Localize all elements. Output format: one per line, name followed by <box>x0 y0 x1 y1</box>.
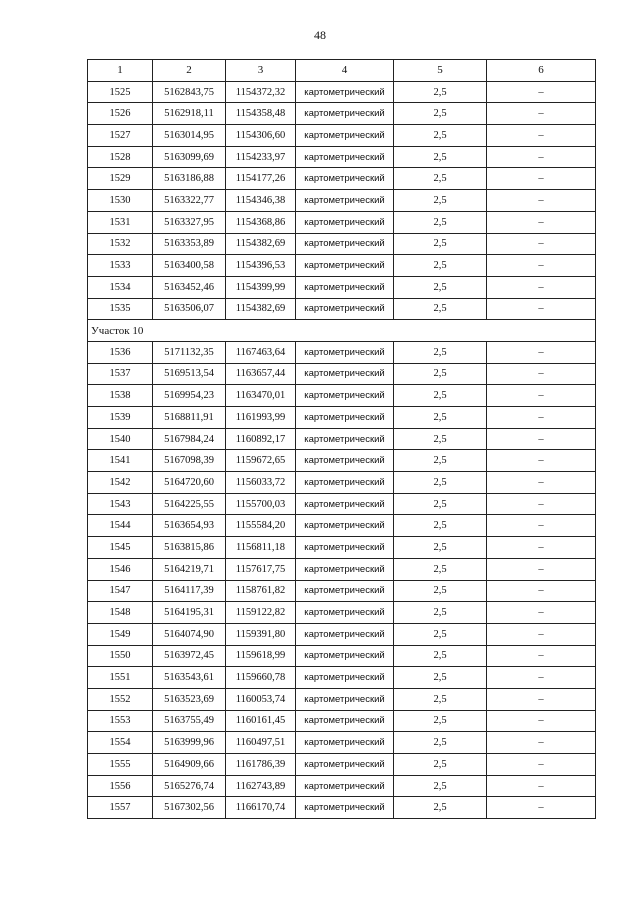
note-cell: – <box>487 211 596 233</box>
y-coordinate-cell: 1160053,74 <box>226 688 296 710</box>
y-coordinate-cell: 1159660,78 <box>226 667 296 689</box>
table-row <box>88 732 596 754</box>
y-coordinate-cell: 1163470,01 <box>226 385 296 407</box>
accuracy-cell: 2,5 <box>394 233 487 255</box>
accuracy-cell: 2,5 <box>394 81 487 103</box>
point-number-cell: 1529 <box>88 168 153 190</box>
note-cell: – <box>487 537 596 559</box>
note-cell: – <box>487 428 596 450</box>
accuracy-cell: 2,5 <box>394 797 487 819</box>
column-header: 5 <box>394 60 487 82</box>
table-row <box>88 537 596 559</box>
table-row <box>88 754 596 776</box>
method-cell: картометрический <box>296 515 394 537</box>
note-cell: – <box>487 775 596 797</box>
table-row <box>88 190 596 212</box>
note-cell: – <box>487 407 596 429</box>
x-coordinate-cell: 5163186,88 <box>153 168 226 190</box>
point-number-cell: 1530 <box>88 190 153 212</box>
method-cell: картометрический <box>296 623 394 645</box>
point-number-cell: 1534 <box>88 276 153 298</box>
point-number-cell: 1526 <box>88 103 153 125</box>
table-row <box>88 710 596 732</box>
point-number-cell: 1540 <box>88 428 153 450</box>
x-coordinate-cell: 5169954,23 <box>153 385 226 407</box>
y-coordinate-cell: 1160892,17 <box>226 428 296 450</box>
method-cell: картометрический <box>296 472 394 494</box>
x-coordinate-cell: 5164720,60 <box>153 472 226 494</box>
method-cell: картометрический <box>296 558 394 580</box>
y-coordinate-cell: 1161786,39 <box>226 754 296 776</box>
note-cell: – <box>487 276 596 298</box>
accuracy-cell: 2,5 <box>394 515 487 537</box>
accuracy-cell: 2,5 <box>394 298 487 320</box>
note-cell: – <box>487 667 596 689</box>
method-cell: картометрический <box>296 385 394 407</box>
accuracy-cell: 2,5 <box>394 537 487 559</box>
y-coordinate-cell: 1163657,44 <box>226 363 296 385</box>
accuracy-cell: 2,5 <box>394 428 487 450</box>
y-coordinate-cell: 1154382,69 <box>226 233 296 255</box>
column-header: 6 <box>487 60 596 82</box>
point-number-cell: 1554 <box>88 732 153 754</box>
accuracy-cell: 2,5 <box>394 363 487 385</box>
x-coordinate-cell: 5163353,89 <box>153 233 226 255</box>
note-cell: – <box>487 125 596 147</box>
table-header-row <box>88 60 596 82</box>
note-cell: – <box>487 797 596 819</box>
table-row <box>88 276 596 298</box>
method-cell: картометрический <box>296 537 394 559</box>
point-number-cell: 1533 <box>88 255 153 277</box>
accuracy-cell: 2,5 <box>394 754 487 776</box>
y-coordinate-cell: 1155584,20 <box>226 515 296 537</box>
point-number-cell: 1553 <box>88 710 153 732</box>
method-cell: картометрический <box>296 580 394 602</box>
method-cell: картометрический <box>296 688 394 710</box>
note-cell: – <box>487 363 596 385</box>
accuracy-cell: 2,5 <box>394 385 487 407</box>
accuracy-cell: 2,5 <box>394 580 487 602</box>
method-cell: картометрический <box>296 103 394 125</box>
note-cell: – <box>487 688 596 710</box>
table-row <box>88 255 596 277</box>
y-coordinate-cell: 1160161,45 <box>226 710 296 732</box>
x-coordinate-cell: 5163099,69 <box>153 146 226 168</box>
x-coordinate-cell: 5171132,35 <box>153 341 226 363</box>
point-number-cell: 1527 <box>88 125 153 147</box>
accuracy-cell: 2,5 <box>394 710 487 732</box>
y-coordinate-cell: 1154399,99 <box>226 276 296 298</box>
x-coordinate-cell: 5163755,49 <box>153 710 226 732</box>
method-cell: картометрический <box>296 732 394 754</box>
x-coordinate-cell: 5163972,45 <box>153 645 226 667</box>
y-coordinate-cell: 1154372,32 <box>226 81 296 103</box>
point-number-cell: 1551 <box>88 667 153 689</box>
x-coordinate-cell: 5162843,75 <box>153 81 226 103</box>
note-cell: – <box>487 450 596 472</box>
x-coordinate-cell: 5169513,54 <box>153 363 226 385</box>
y-coordinate-cell: 1159391,80 <box>226 623 296 645</box>
note-cell: – <box>487 580 596 602</box>
note-cell: – <box>487 341 596 363</box>
table-row <box>88 493 596 515</box>
table-row <box>88 688 596 710</box>
point-number-cell: 1544 <box>88 515 153 537</box>
note-cell: – <box>487 515 596 537</box>
point-number-cell: 1552 <box>88 688 153 710</box>
y-coordinate-cell: 1154358,48 <box>226 103 296 125</box>
x-coordinate-cell: 5164225,55 <box>153 493 226 515</box>
x-coordinate-cell: 5163322,77 <box>153 190 226 212</box>
table-row <box>88 363 596 385</box>
y-coordinate-cell: 1155700,03 <box>226 493 296 515</box>
accuracy-cell: 2,5 <box>394 103 487 125</box>
y-coordinate-cell: 1159672,65 <box>226 450 296 472</box>
point-number-cell: 1556 <box>88 775 153 797</box>
table-row <box>88 515 596 537</box>
accuracy-cell: 2,5 <box>394 623 487 645</box>
point-number-cell: 1525 <box>88 81 153 103</box>
note-cell: – <box>487 103 596 125</box>
method-cell: картометрический <box>296 407 394 429</box>
method-cell: картометрический <box>296 190 394 212</box>
accuracy-cell: 2,5 <box>394 775 487 797</box>
y-coordinate-cell: 1154382,69 <box>226 298 296 320</box>
method-cell: картометрический <box>296 125 394 147</box>
accuracy-cell: 2,5 <box>394 602 487 624</box>
table-row <box>88 146 596 168</box>
method-cell: картометрический <box>296 450 394 472</box>
y-coordinate-cell: 1156033,72 <box>226 472 296 494</box>
y-coordinate-cell: 1157617,75 <box>226 558 296 580</box>
note-cell: – <box>487 233 596 255</box>
table-row <box>88 81 596 103</box>
table-row <box>88 428 596 450</box>
y-coordinate-cell: 1156811,18 <box>226 537 296 559</box>
accuracy-cell: 2,5 <box>394 168 487 190</box>
y-coordinate-cell: 1154368,86 <box>226 211 296 233</box>
table-row <box>88 168 596 190</box>
method-cell: картометрический <box>296 341 394 363</box>
y-coordinate-cell: 1154396,53 <box>226 255 296 277</box>
table-row <box>88 407 596 429</box>
table-row <box>88 450 596 472</box>
y-coordinate-cell: 1162743,89 <box>226 775 296 797</box>
y-coordinate-cell: 1160497,51 <box>226 732 296 754</box>
accuracy-cell: 2,5 <box>394 125 487 147</box>
method-cell: картометрический <box>296 667 394 689</box>
point-number-cell: 1542 <box>88 472 153 494</box>
x-coordinate-cell: 5164074,90 <box>153 623 226 645</box>
column-header: 4 <box>296 60 394 82</box>
table-row <box>88 667 596 689</box>
table-row <box>88 580 596 602</box>
y-coordinate-cell: 1158761,82 <box>226 580 296 602</box>
x-coordinate-cell: 5165276,74 <box>153 775 226 797</box>
point-number-cell: 1546 <box>88 558 153 580</box>
y-coordinate-cell: 1154233,97 <box>226 146 296 168</box>
table-row <box>88 645 596 667</box>
point-number-cell: 1549 <box>88 623 153 645</box>
table-row <box>88 103 596 125</box>
method-cell: картометрический <box>296 233 394 255</box>
accuracy-cell: 2,5 <box>394 558 487 580</box>
point-number-cell: 1535 <box>88 298 153 320</box>
note-cell: – <box>487 645 596 667</box>
note-cell: – <box>487 81 596 103</box>
accuracy-cell: 2,5 <box>394 341 487 363</box>
point-number-cell: 1557 <box>88 797 153 819</box>
accuracy-cell: 2,5 <box>394 450 487 472</box>
method-cell: картометрический <box>296 602 394 624</box>
note-cell: – <box>487 558 596 580</box>
page-number: 48 <box>314 28 326 42</box>
accuracy-cell: 2,5 <box>394 688 487 710</box>
x-coordinate-cell: 5163452,46 <box>153 276 226 298</box>
x-coordinate-cell: 5164117,39 <box>153 580 226 602</box>
x-coordinate-cell: 5167302,56 <box>153 797 226 819</box>
y-coordinate-cell: 1159618,99 <box>226 645 296 667</box>
coordinates-table <box>87 59 596 819</box>
point-number-cell: 1541 <box>88 450 153 472</box>
x-coordinate-cell: 5163654,93 <box>153 515 226 537</box>
table-row <box>88 298 596 320</box>
point-number-cell: 1550 <box>88 645 153 667</box>
note-cell: – <box>487 385 596 407</box>
note-cell: – <box>487 710 596 732</box>
method-cell: картометрический <box>296 710 394 732</box>
point-number-cell: 1555 <box>88 754 153 776</box>
column-header: 3 <box>226 60 296 82</box>
x-coordinate-cell: 5163400,58 <box>153 255 226 277</box>
column-header: 1 <box>88 60 153 82</box>
accuracy-cell: 2,5 <box>394 276 487 298</box>
method-cell: картометрический <box>296 276 394 298</box>
table-row <box>88 341 596 363</box>
note-cell: – <box>487 493 596 515</box>
x-coordinate-cell: 5163999,96 <box>153 732 226 754</box>
y-coordinate-cell: 1159122,82 <box>226 602 296 624</box>
section-row <box>88 320 596 342</box>
note-cell: – <box>487 255 596 277</box>
x-coordinate-cell: 5163506,07 <box>153 298 226 320</box>
point-number-cell: 1543 <box>88 493 153 515</box>
x-coordinate-cell: 5163014,95 <box>153 125 226 147</box>
point-number-cell: 1539 <box>88 407 153 429</box>
accuracy-cell: 2,5 <box>394 493 487 515</box>
note-cell: – <box>487 732 596 754</box>
table-row <box>88 385 596 407</box>
y-coordinate-cell: 1154177,26 <box>226 168 296 190</box>
x-coordinate-cell: 5164195,31 <box>153 602 226 624</box>
accuracy-cell: 2,5 <box>394 190 487 212</box>
table-row <box>88 233 596 255</box>
note-cell: – <box>487 168 596 190</box>
accuracy-cell: 2,5 <box>394 146 487 168</box>
point-number-cell: 1528 <box>88 146 153 168</box>
point-number-cell: 1537 <box>88 363 153 385</box>
x-coordinate-cell: 5162918,11 <box>153 103 226 125</box>
accuracy-cell: 2,5 <box>394 211 487 233</box>
x-coordinate-cell: 5163543,61 <box>153 667 226 689</box>
method-cell: картометрический <box>296 428 394 450</box>
point-number-cell: 1532 <box>88 233 153 255</box>
table-row <box>88 775 596 797</box>
point-number-cell: 1547 <box>88 580 153 602</box>
note-cell: – <box>487 472 596 494</box>
x-coordinate-cell: 5167984,24 <box>153 428 226 450</box>
table-row <box>88 623 596 645</box>
accuracy-cell: 2,5 <box>394 472 487 494</box>
point-number-cell: 1538 <box>88 385 153 407</box>
table-row <box>88 558 596 580</box>
method-cell: картометрический <box>296 775 394 797</box>
method-cell: картометрический <box>296 645 394 667</box>
y-coordinate-cell: 1154346,38 <box>226 190 296 212</box>
table-row <box>88 472 596 494</box>
method-cell: картометрический <box>296 754 394 776</box>
table-row <box>88 797 596 819</box>
method-cell: картометрический <box>296 255 394 277</box>
table-body <box>88 81 596 818</box>
accuracy-cell: 2,5 <box>394 255 487 277</box>
method-cell: картометрический <box>296 797 394 819</box>
method-cell: картометрический <box>296 298 394 320</box>
y-coordinate-cell: 1166170,74 <box>226 797 296 819</box>
note-cell: – <box>487 298 596 320</box>
section-title: Участок 10 <box>88 320 596 342</box>
method-cell: картометрический <box>296 81 394 103</box>
accuracy-cell: 2,5 <box>394 667 487 689</box>
x-coordinate-cell: 5164909,66 <box>153 754 226 776</box>
x-coordinate-cell: 5163327,95 <box>153 211 226 233</box>
accuracy-cell: 2,5 <box>394 407 487 429</box>
x-coordinate-cell: 5164219,71 <box>153 558 226 580</box>
y-coordinate-cell: 1154306,60 <box>226 125 296 147</box>
x-coordinate-cell: 5163523,69 <box>153 688 226 710</box>
point-number-cell: 1548 <box>88 602 153 624</box>
column-header: 2 <box>153 60 226 82</box>
y-coordinate-cell: 1167463,64 <box>226 341 296 363</box>
table-row <box>88 602 596 624</box>
accuracy-cell: 2,5 <box>394 645 487 667</box>
note-cell: – <box>487 190 596 212</box>
x-coordinate-cell: 5167098,39 <box>153 450 226 472</box>
method-cell: картометрический <box>296 363 394 385</box>
table-row <box>88 211 596 233</box>
note-cell: – <box>487 623 596 645</box>
point-number-cell: 1531 <box>88 211 153 233</box>
note-cell: – <box>487 146 596 168</box>
method-cell: картометрический <box>296 168 394 190</box>
table-row <box>88 125 596 147</box>
x-coordinate-cell: 5168811,91 <box>153 407 226 429</box>
point-number-cell: 1536 <box>88 341 153 363</box>
method-cell: картометрический <box>296 493 394 515</box>
method-cell: картометрический <box>296 146 394 168</box>
y-coordinate-cell: 1161993,99 <box>226 407 296 429</box>
point-number-cell: 1545 <box>88 537 153 559</box>
x-coordinate-cell: 5163815,86 <box>153 537 226 559</box>
note-cell: – <box>487 754 596 776</box>
note-cell: – <box>487 602 596 624</box>
method-cell: картометрический <box>296 211 394 233</box>
accuracy-cell: 2,5 <box>394 732 487 754</box>
